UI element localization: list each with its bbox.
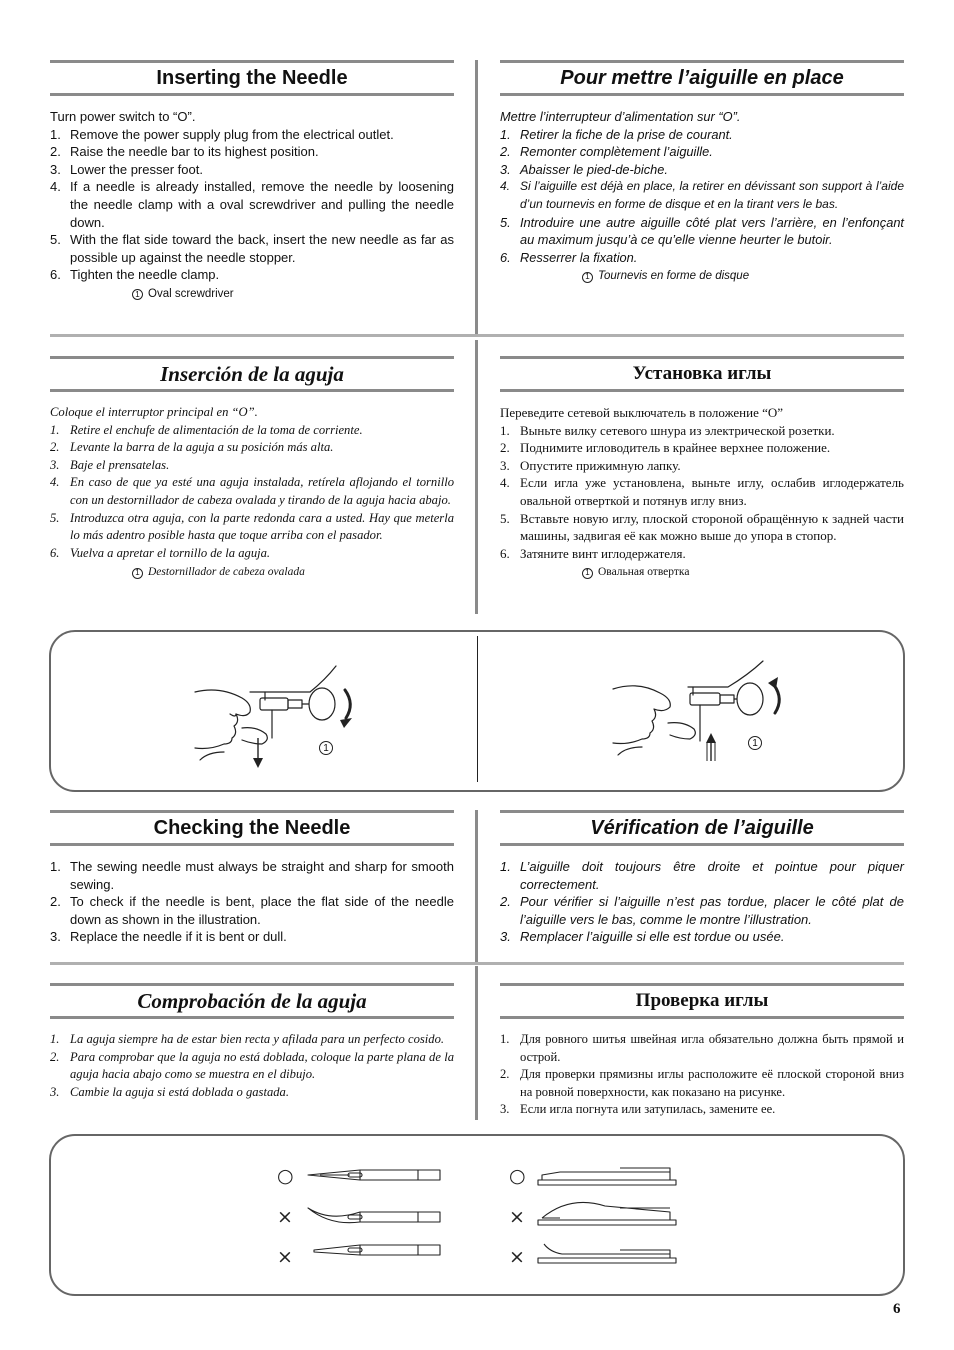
needle-insertion-illustration bbox=[598, 655, 798, 770]
step-number: 3. bbox=[50, 161, 61, 177]
step-text: Поднимите игловодитель в крайнее верхнее положение. bbox=[520, 440, 831, 456]
step-text: En caso de que ya esté una aguja instalada, retírela aflojando el tornillo con un destornillador de cabeza ovalada y tirando de la aguja hacia abajo. bbox=[70, 475, 454, 507]
section-header bbox=[500, 983, 904, 1019]
list-item bbox=[500, 126, 904, 144]
step-number: 1. bbox=[50, 422, 60, 437]
step-text: To check if the needle is bent, place the flat side of the needle down as shown in the illustration. bbox=[70, 894, 454, 927]
illustration-frame-needle-check bbox=[49, 1134, 905, 1296]
step-text: Tighten the needle clamp. bbox=[70, 267, 220, 283]
row-divider bbox=[50, 962, 904, 965]
intro-text: Turn power switch to “O”. bbox=[50, 109, 196, 124]
section-body bbox=[500, 404, 904, 582]
intro-text: Mettre l’interrupteur d’alimentation sur “O”. bbox=[500, 109, 741, 124]
step-number: 6. bbox=[500, 545, 510, 561]
callout-number: 1 bbox=[132, 568, 143, 579]
section-title: Установка иглы bbox=[632, 363, 772, 384]
list-item bbox=[50, 1084, 454, 1102]
list-item bbox=[50, 1049, 454, 1084]
list-item bbox=[500, 457, 904, 475]
list-item bbox=[50, 126, 454, 144]
step-number: 3. bbox=[50, 457, 60, 472]
list-item bbox=[50, 1031, 454, 1049]
caption-text: Tournevis en forme de disque bbox=[598, 270, 750, 283]
row-divider bbox=[50, 334, 904, 337]
list-item bbox=[500, 510, 904, 545]
section-title: Проверка иглы bbox=[635, 990, 769, 1011]
step-text: Replace the needle if it is bent or dull. bbox=[70, 929, 287, 945]
list-item bbox=[500, 474, 904, 509]
incorrect-mark: × bbox=[277, 1246, 293, 1268]
needle-removal-illustration bbox=[190, 660, 370, 775]
step-text: Опустите прижимную лапку. bbox=[520, 457, 681, 473]
list-item bbox=[500, 143, 904, 161]
step-text: Затяните винт иглодержателя. bbox=[520, 545, 686, 561]
section-title: Checking the Needle bbox=[153, 816, 351, 839]
section-body bbox=[50, 404, 454, 582]
section-checking-fr bbox=[500, 810, 904, 946]
figure-caption bbox=[50, 564, 454, 582]
step-number: 6. bbox=[500, 249, 511, 265]
step-number: 1. bbox=[500, 1032, 510, 1046]
correct-mark: ○ bbox=[509, 1165, 526, 1187]
step-number: 3. bbox=[500, 457, 510, 473]
section-header bbox=[50, 356, 454, 392]
list-item bbox=[500, 439, 904, 457]
step-number: 3. bbox=[500, 161, 511, 177]
step-text: Levante la barra de la aguja a su posición más alta. bbox=[70, 440, 334, 455]
list-item bbox=[500, 1101, 904, 1119]
list-item bbox=[50, 858, 454, 893]
section-checking-ru bbox=[500, 983, 904, 1119]
list-item bbox=[500, 178, 904, 213]
list-item bbox=[50, 439, 454, 457]
section-body bbox=[50, 108, 454, 304]
steps-list bbox=[500, 126, 904, 267]
illustration-divider bbox=[477, 636, 478, 782]
list-item bbox=[50, 545, 454, 563]
step-text: Baje el prensatelas. bbox=[70, 457, 170, 472]
step-text: Introduire une autre aiguille côté plat vers l’arrière, en l’enfonçant au maximum jusqu’à ce qu’elle vienne heurter le butoir. bbox=[520, 214, 904, 248]
step-number: 4. bbox=[500, 475, 510, 491]
step-number: 2. bbox=[50, 440, 60, 455]
steps-list bbox=[50, 858, 454, 946]
section-title: Pour mettre l’aiguille en place bbox=[560, 66, 844, 89]
section-body bbox=[500, 858, 904, 946]
step-text: La aguja siempre ha de estar bien recta y afilada para un perfecto cosido. bbox=[70, 1032, 445, 1046]
section-body bbox=[500, 1031, 904, 1119]
step-text: L’aiguille doit toujours être droite et pointue pour piquer correctement. bbox=[520, 859, 904, 892]
correct-mark: ○ bbox=[277, 1165, 294, 1187]
step-number: 4. bbox=[50, 179, 61, 195]
section-title: Comprobación de la aguja bbox=[137, 988, 367, 1013]
step-number: 1. bbox=[50, 859, 61, 874]
step-text: Lower the presser foot. bbox=[70, 161, 203, 177]
steps-list bbox=[500, 422, 904, 563]
intro-text: Coloque el interruptor principal en “O”. bbox=[50, 405, 258, 419]
list-item bbox=[500, 893, 904, 928]
section-body bbox=[50, 858, 454, 946]
step-number: 1. bbox=[50, 126, 61, 142]
step-text: The sewing needle must always be straight and sharp for smooth sewing. bbox=[70, 859, 454, 892]
step-number: 2. bbox=[50, 1049, 60, 1064]
incorrect-mark: × bbox=[277, 1206, 293, 1228]
section-inserting-en bbox=[50, 60, 454, 304]
callout-number: 1 bbox=[582, 568, 593, 579]
step-text: If a needle is already installed, remove the needle by loosening the needle clamp with a oval screwdriver and pulling the needle down. bbox=[70, 179, 454, 230]
list-item bbox=[500, 161, 904, 179]
steps-list bbox=[50, 126, 454, 284]
callout-number: 1 bbox=[748, 736, 762, 750]
column-divider bbox=[475, 966, 478, 1120]
section-header bbox=[50, 60, 454, 96]
list-item bbox=[50, 266, 454, 284]
section-header bbox=[500, 356, 904, 392]
callout-number: 1 bbox=[132, 289, 143, 300]
list-item bbox=[50, 474, 454, 509]
step-text: Remplacer l’aiguille si elle est tordue ou usée. bbox=[520, 929, 785, 945]
list-item bbox=[500, 1066, 904, 1101]
column-divider bbox=[475, 810, 478, 964]
step-number: 2. bbox=[500, 144, 511, 160]
section-title: Inserting the Needle bbox=[156, 66, 348, 89]
step-text: Introduzca otra aguja, con la parte redonda cara a usted. Hay que meterla lo más adentro posible hasta que toque arriba con el pasador. bbox=[70, 510, 454, 543]
step-text: With the flat side toward the back, insert the new needle as far as possible up against the needle stopper. bbox=[70, 232, 454, 265]
caption-text: Oval screwdriver bbox=[148, 287, 234, 300]
needle-flat-side-illustration bbox=[530, 1160, 680, 1270]
step-number: 6. bbox=[50, 267, 61, 283]
step-number: 1. bbox=[500, 422, 510, 438]
step-text: Для ровного шитья швейная игла обязательно должна быть прямой и острой. bbox=[520, 1032, 904, 1064]
steps-list bbox=[500, 1031, 904, 1119]
needle-side-views-illustration bbox=[300, 1160, 450, 1270]
list-item bbox=[500, 422, 904, 440]
list-item bbox=[500, 1031, 904, 1066]
section-header bbox=[50, 983, 454, 1019]
step-text: Abaisser le pied-de-biche. bbox=[520, 161, 668, 177]
step-number: 5. bbox=[500, 214, 511, 230]
step-number: 5. bbox=[50, 510, 60, 525]
step-number: 2. bbox=[500, 894, 511, 910]
list-item bbox=[50, 422, 454, 440]
section-header bbox=[500, 60, 904, 96]
callout-number: 1 bbox=[582, 272, 593, 283]
step-number: 6. bbox=[50, 545, 60, 560]
step-number: 4. bbox=[50, 475, 60, 490]
steps-list bbox=[50, 1031, 454, 1101]
section-header bbox=[50, 810, 454, 846]
step-text: Cambie la aguja si está doblada o gastada. bbox=[70, 1084, 289, 1099]
step-number: 5. bbox=[500, 510, 510, 526]
figure-caption bbox=[500, 268, 904, 286]
step-text: Retirer la fiche de la prise de courant. bbox=[520, 126, 733, 142]
column-divider bbox=[475, 60, 478, 336]
figure-caption bbox=[50, 286, 454, 304]
section-title: Inserción de la aguja bbox=[160, 361, 344, 386]
list-item bbox=[50, 510, 454, 545]
intro-text: Переведите сетевой выключатель в положение “O” bbox=[500, 405, 784, 420]
step-number: 5. bbox=[50, 232, 61, 248]
section-inserting-es bbox=[50, 356, 454, 582]
section-checking-en bbox=[50, 810, 454, 946]
incorrect-mark: × bbox=[509, 1246, 525, 1268]
step-text: Вставьте новую иглу, плоской стороной обращённую к задней части машины, задвигая её как можно выше до упора в стопор. bbox=[520, 510, 904, 544]
step-text: Raise the needle bar to its highest position. bbox=[70, 144, 319, 160]
section-checking-es bbox=[50, 983, 454, 1101]
caption-text: Овальная отвертка bbox=[598, 566, 690, 579]
section-body bbox=[50, 1031, 454, 1101]
figure-caption bbox=[500, 564, 904, 582]
step-number: 2. bbox=[50, 144, 61, 160]
step-text: Если игла уже установлена, выньте иглу, ослабив иглодержатель овальной отверткой и потянув иглу вниз. bbox=[520, 475, 904, 508]
incorrect-mark: × bbox=[509, 1206, 525, 1228]
list-item bbox=[50, 231, 454, 266]
step-text: Retire el enchufe de alimentación de la toma de corriente. bbox=[70, 422, 363, 437]
page-number: 6 bbox=[893, 1301, 901, 1317]
step-number: 3. bbox=[50, 1084, 60, 1099]
step-text: Resserrer la fixation. bbox=[520, 249, 638, 265]
step-text: Если игла погнута или затупилась, замените ее. bbox=[520, 1102, 776, 1117]
step-number: 2. bbox=[50, 894, 61, 910]
caption-text: Destornillador de cabeza ovalada bbox=[148, 566, 305, 579]
list-item bbox=[500, 858, 904, 893]
step-number: 3. bbox=[500, 929, 511, 945]
step-text: Vuelva a apretar el tornillo de la aguja. bbox=[70, 545, 271, 560]
list-item bbox=[500, 545, 904, 563]
step-number: 1. bbox=[50, 1032, 60, 1046]
list-item bbox=[500, 249, 904, 267]
section-inserting-fr bbox=[500, 60, 904, 286]
step-text: Выньте вилку сетевого шнура из электрической розетки. bbox=[520, 422, 835, 438]
step-text: Remonter complètement l’aiguille. bbox=[520, 144, 713, 160]
section-inserting-ru bbox=[500, 356, 904, 582]
section-header bbox=[500, 810, 904, 846]
list-item bbox=[50, 928, 454, 946]
step-number: 3. bbox=[50, 929, 61, 945]
step-number: 2. bbox=[500, 1067, 510, 1082]
callout-number: 1 bbox=[319, 741, 333, 755]
step-text: Si l’aiguille est déjà en place, la retirer en dévissant son support à l’aide d’un tournevis en forme de disque et en la tirant vers le bas. bbox=[520, 179, 904, 211]
steps-list bbox=[50, 422, 454, 563]
list-item bbox=[500, 214, 904, 249]
steps-list bbox=[500, 858, 904, 946]
step-text: Для проверки прямизны иглы расположите её плоской стороной вниз на ровной поверхности, как показано на рисунке. bbox=[520, 1067, 904, 1099]
step-text: Remove the power supply plug from the electrical outlet. bbox=[70, 126, 394, 142]
list-item bbox=[50, 178, 454, 231]
section-title: Vérification de l’aiguille bbox=[590, 816, 814, 839]
list-item bbox=[50, 143, 454, 161]
step-number: 1. bbox=[500, 126, 511, 142]
step-number: 4. bbox=[500, 179, 511, 194]
step-number: 1. bbox=[500, 859, 511, 874]
step-number: 3. bbox=[500, 1102, 510, 1117]
step-text: Pour vérifier si l’aiguille n’est pas tordue, placer le côté plat de l’aiguille vers le bas, comme le montre l’illustration. bbox=[520, 894, 904, 927]
step-text: Para comprobar que la aguja no está doblada, coloque la parte plana de la aguja hacia abajo como se muestra en el dibujo. bbox=[70, 1049, 454, 1082]
step-number: 2. bbox=[500, 440, 510, 456]
list-item bbox=[50, 161, 454, 179]
list-item bbox=[500, 928, 904, 946]
list-item bbox=[50, 893, 454, 928]
section-body bbox=[500, 108, 904, 286]
list-item bbox=[50, 457, 454, 475]
column-divider bbox=[475, 340, 478, 614]
